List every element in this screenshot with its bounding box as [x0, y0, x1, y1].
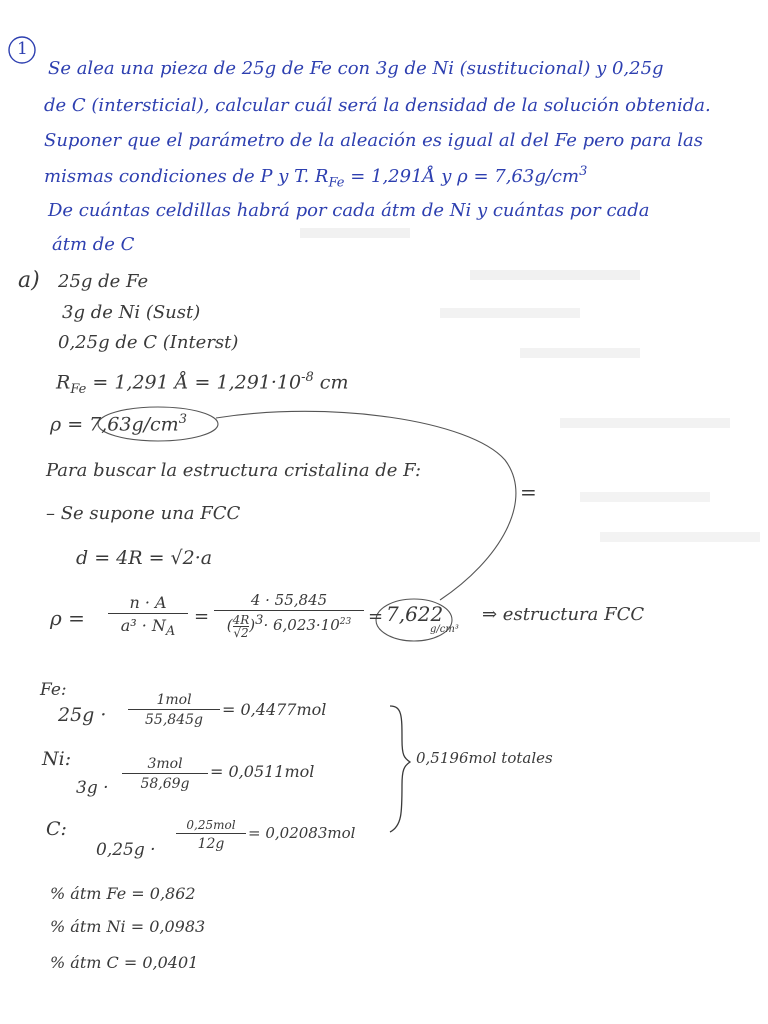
fe-fraction: 1mol 55,845g	[128, 692, 220, 728]
ni-result: = 0,0511mol	[210, 762, 315, 781]
percent-c: % átm C = 0,0401	[50, 953, 199, 972]
problem-line-6: átm de C	[52, 234, 135, 255]
density-result: 7,622	[386, 602, 444, 626]
c-label: C:	[46, 818, 67, 840]
c-result: = 0,02083mol	[248, 824, 356, 842]
c-mass: 0,25g ·	[96, 840, 156, 860]
fe-result: = 0,4477mol	[222, 700, 327, 719]
problem-line-1: Se alea una pieza de 25g de Fe con 3g de Ni (sustitucional) y 0,25g	[48, 58, 664, 79]
density-lhs: ρ =	[50, 606, 85, 630]
ni-mass: 3g ·	[76, 778, 109, 798]
density-result-unit: g/cm³	[430, 624, 459, 635]
problem-line-2: de C (intersticial), calcular cuál será la densidad de la solución obtenida.	[44, 95, 711, 116]
density-fraction-1: n · A $a^3 \cdot N_A$	[108, 593, 188, 639]
given-c: 0,25g de C (Interst)	[58, 332, 239, 353]
equals-mark: =	[520, 480, 537, 504]
fcc-assumption: – Se supone una FCC	[46, 503, 241, 524]
equals-sign: =	[368, 606, 384, 627]
problem-line-4: mismas condiciones de P y T. $R_{Fe}$ = 1,291Å y $\rho = 7,63g/cm^3$	[44, 164, 588, 191]
rfe-line: $R_{Fe} = 1,291$ Å = $1,291\cdot 10^{-8}$ cm	[56, 370, 349, 398]
structure-conclusion: ⇒ estructura FCC	[482, 604, 645, 625]
percent-fe: % átm Fe = 0,862	[50, 884, 196, 903]
problem-line-3: Suponer que el parámetro de la aleación es igual al del Fe pero para las	[44, 130, 703, 151]
structure-heading: Para buscar la estructura cristalina de F:	[46, 460, 422, 481]
c-fraction: 0,25mol 12g	[176, 818, 246, 852]
density-fraction-2: 4 · 55,845 ( $\frac{4R}{√2}$ )$^3\cdot 6,023\cdot 10^{23}$	[214, 591, 364, 639]
problem-line-5: De cuántas celdillas habrá por cada átm de Ni y cuántas por cada	[48, 200, 650, 221]
ni-label: Ni:	[42, 748, 72, 770]
given-ni: 3g de Ni (Sust)	[62, 302, 201, 323]
given-fe: 25g de Fe	[58, 271, 149, 292]
percent-ni: % átm Ni = 0,0983	[50, 917, 206, 936]
equals-sign: =	[194, 606, 210, 627]
connector-arc	[216, 411, 516, 600]
ni-fraction: 3mol 58,69g	[122, 756, 208, 792]
moles-total: 0,5196mol totales	[416, 749, 553, 767]
rho-line: $\rho = 7,63g/cm^3$	[50, 412, 187, 436]
relation: d = 4R = √2·a	[76, 547, 213, 569]
fe-label: Fe:	[40, 680, 67, 700]
problem-number: 1	[17, 39, 28, 59]
fe-mass: 25g ·	[58, 704, 107, 726]
part-label: a)	[18, 268, 40, 293]
moles-brace	[390, 706, 410, 832]
